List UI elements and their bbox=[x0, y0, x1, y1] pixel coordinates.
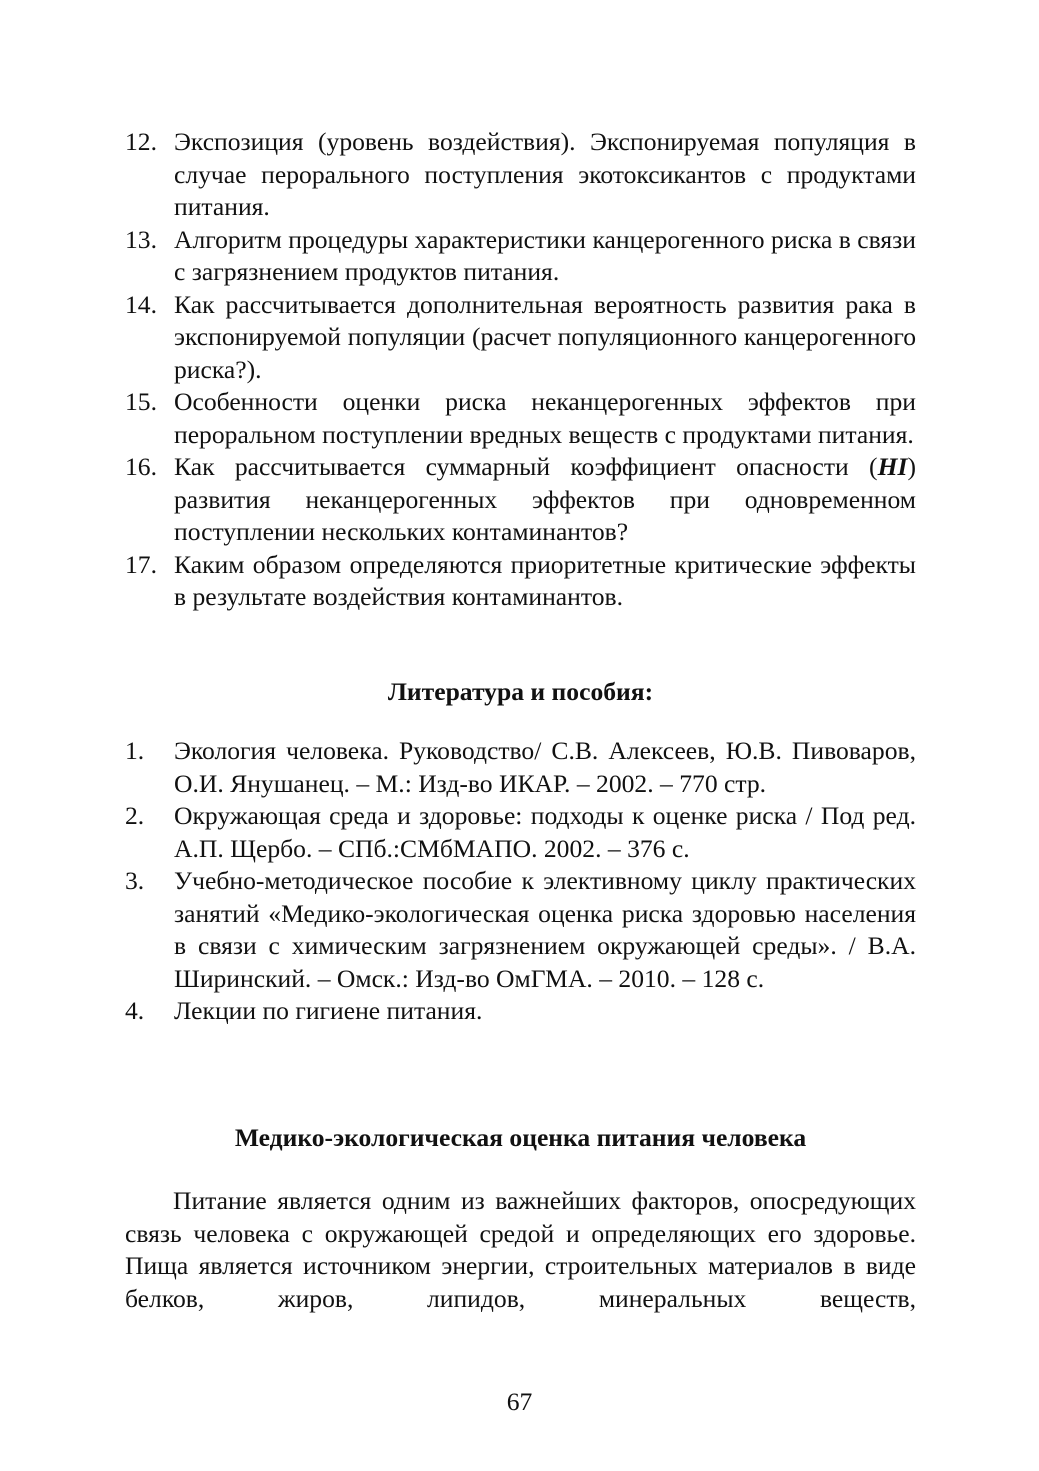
question-text: Экспозиция (уровень воздействия). Экспонируемая популяция в случае перорального поступления экотоксикантов с продуктами питания. bbox=[174, 127, 916, 221]
question-item bbox=[125, 451, 916, 549]
question-item bbox=[125, 126, 916, 224]
question-text-part: ) развития неканцерогенных эффектов при одновременном поступлении нескольких контаминантов? bbox=[174, 452, 916, 546]
literature-item bbox=[125, 865, 916, 995]
question-number: 14. bbox=[125, 289, 157, 319]
question-number: 17. bbox=[125, 549, 157, 579]
literature-number: 3. bbox=[125, 866, 145, 895]
question-item bbox=[125, 224, 916, 289]
literature-list bbox=[125, 735, 916, 1028]
literature-number: 2. bbox=[125, 801, 145, 830]
literature-text: Учебно-методическое пособие к элективному циклу практических занятий «Медико-экологическая оценка риска здоровью населения в связи с химическим загрязнением окружающей среды». / В.А. Ширинский. – Омск.: Изд-во ОмГМА. – 2010. – 128 с. bbox=[174, 866, 916, 993]
literature-number: 1. bbox=[125, 736, 145, 765]
question-item bbox=[125, 386, 916, 451]
question-text: Как рассчитывается дополнительная вероятность развития рака в экспонируемой популяции (расчет популяционного канцерогенного риска?). bbox=[174, 289, 916, 384]
literature-text: Лекции по гигиене питания. bbox=[174, 996, 483, 1025]
question-number: 12. bbox=[125, 127, 157, 156]
question-number: 13. bbox=[125, 224, 157, 254]
page-number: 67 bbox=[506, 1387, 533, 1416]
literature-text: Экология человека. Руководство/ С.В. Алексеев, Ю.В. Пивоваров, О.И. Янушанец. – М.: Изд-во ИКАР. – 2002. – 770 стр. bbox=[174, 736, 916, 798]
question-text bbox=[174, 451, 916, 549]
question-text: Каким образом определяются приоритетные критические эффекты в результате воздействия контаминантов. bbox=[174, 549, 916, 611]
literature-item bbox=[125, 995, 916, 1028]
literature-item bbox=[125, 800, 916, 865]
question-item bbox=[125, 549, 916, 614]
question-text: Алгоритм процедуры характеристики канцерогенного риска в связи с загрязнением продуктов питания. bbox=[174, 224, 916, 286]
literature-number: 4. bbox=[125, 996, 145, 1025]
question-text-part: Как рассчитывается суммарный коэффициент опасности ( bbox=[174, 452, 878, 481]
question-item bbox=[125, 289, 916, 387]
section-heading: Медико-экологическая оценка питания человека bbox=[234, 1123, 807, 1152]
literature-text: Окружающая среда и здоровье: подходы к оценке риска / Под ред. А.П. Щербо. – СПб.:СМбМАПО. 2002. – 376 с. bbox=[174, 801, 916, 863]
review-questions-list bbox=[125, 126, 916, 614]
body-paragraph: Питание является одним из важнейших факторов, опосредующих связь человека с окружающей средой и определяющих его здоровье. Пища является источником энергии, строительных материалов в виде белков, жиров, липидов, минеральных веществ, bbox=[125, 1186, 916, 1313]
literature-item bbox=[125, 735, 916, 800]
hazard-index-term: HI bbox=[877, 452, 908, 481]
question-text: Особенности оценки риска неканцерогенных эффектов при пероральном поступлении вредных веществ с продуктами питания. bbox=[174, 387, 916, 449]
question-number: 15. bbox=[125, 387, 157, 416]
question-number: 16. bbox=[125, 452, 157, 481]
literature-heading: Литература и пособия: bbox=[387, 677, 654, 706]
